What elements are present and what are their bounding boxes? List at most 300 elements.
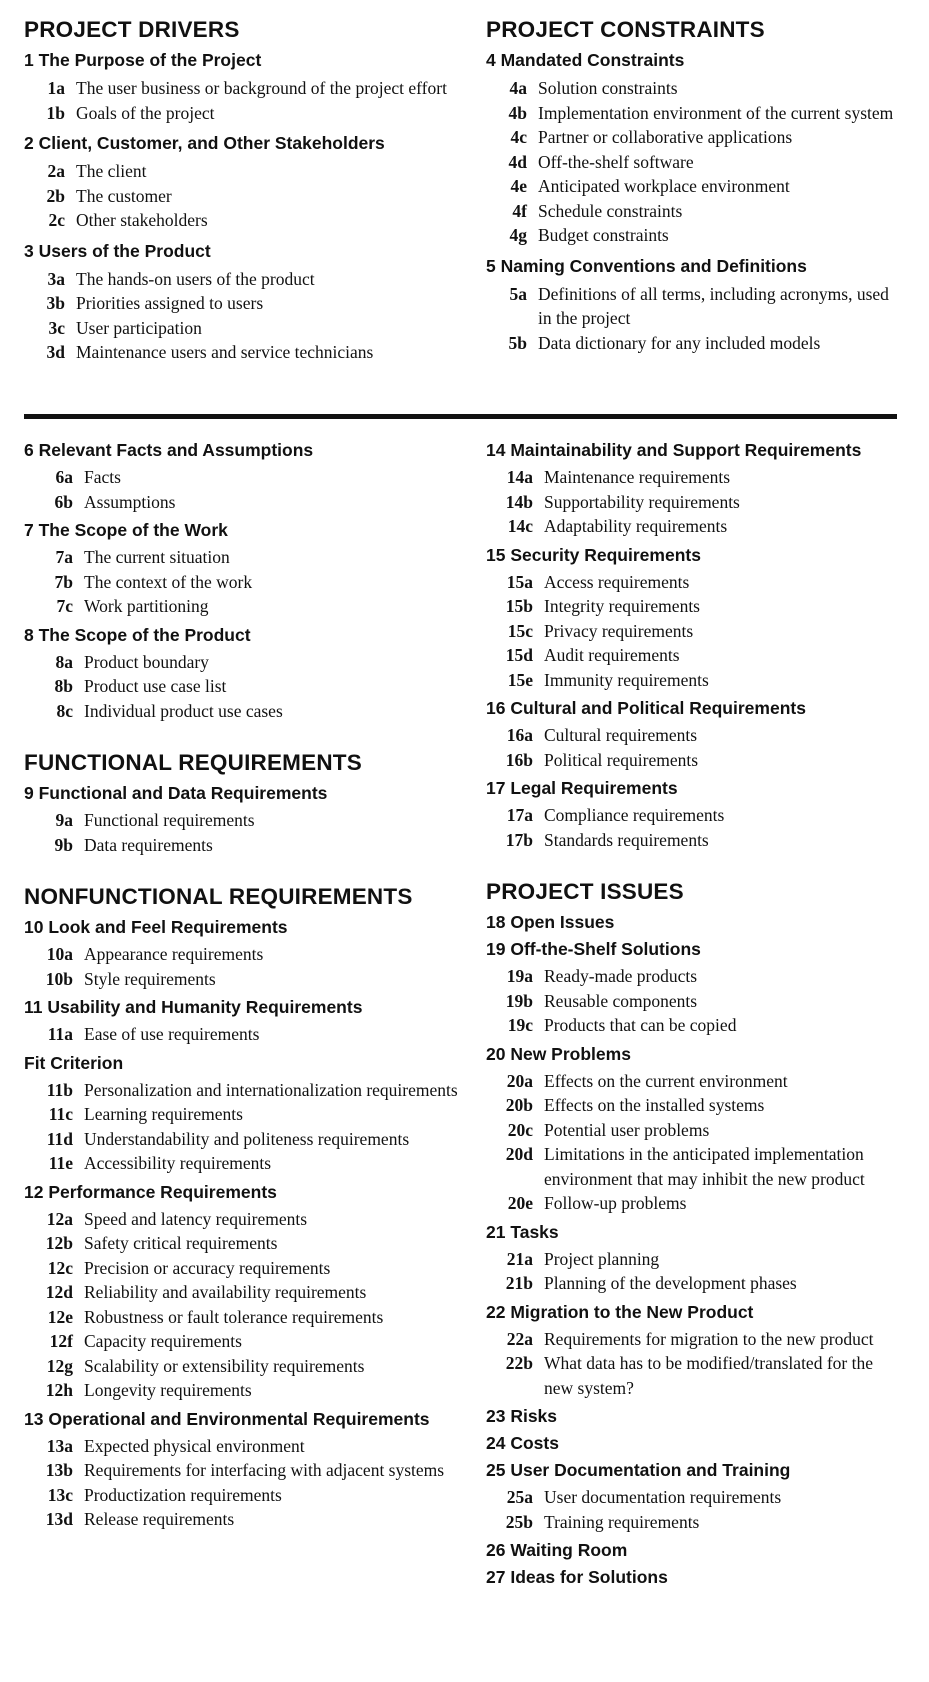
item-text: Ready-made products xyxy=(544,966,698,986)
item-number: 2b xyxy=(46,185,65,206)
item-number: 8c xyxy=(56,700,73,721)
section xyxy=(486,1222,906,1296)
item-number: 20a xyxy=(506,1070,533,1091)
list-item xyxy=(48,674,464,699)
item-text: Compliance requirements xyxy=(544,805,725,825)
section xyxy=(24,440,464,514)
item-text: Learning requirements xyxy=(84,1104,243,1124)
item-number: 16b xyxy=(505,749,533,770)
item-number: 4g xyxy=(509,225,527,245)
section xyxy=(486,778,906,852)
item-text: Data dictionary for any included models xyxy=(538,332,821,353)
item-text: Longevity requirements xyxy=(84,1380,252,1400)
section xyxy=(24,50,469,125)
list-item xyxy=(505,1093,906,1118)
list-item xyxy=(505,748,906,773)
item-text: Style requirements xyxy=(84,968,216,989)
item-number: 12d xyxy=(45,1282,73,1302)
list-item xyxy=(46,184,469,209)
item-number: 11e xyxy=(48,1153,73,1173)
list-item xyxy=(508,1013,906,1038)
item-text: Effects on the installed systems xyxy=(544,1095,765,1115)
item-text: Speed and latency requirements xyxy=(84,1208,308,1229)
section xyxy=(486,1540,906,1561)
section xyxy=(486,1302,906,1401)
item-text: Functional requirements xyxy=(84,810,255,830)
item-number: 19a xyxy=(506,966,533,986)
item-number: 12g xyxy=(46,1355,73,1376)
item-number: 6a xyxy=(55,467,73,487)
item-number: 11b xyxy=(46,1079,73,1100)
list-item xyxy=(45,1280,464,1305)
section xyxy=(486,698,906,772)
item-list xyxy=(24,650,464,724)
item-list xyxy=(24,545,464,619)
item-text: Productization requirements xyxy=(84,1484,282,1505)
item-list xyxy=(24,1207,464,1403)
item-text: Project planning xyxy=(544,1248,660,1269)
item-number: 4f xyxy=(512,200,527,221)
item-text: Access requirements xyxy=(544,571,690,592)
item-text: Capacity requirements xyxy=(84,1331,242,1351)
item-text: Effects on the current environment xyxy=(544,1070,788,1091)
section-title: Fit Criterion xyxy=(24,1052,124,1073)
item-number: 12f xyxy=(49,1331,73,1351)
section xyxy=(24,783,464,857)
list-item xyxy=(508,619,906,644)
item-number: 11c xyxy=(48,1104,73,1124)
section-title: 26 Waiting Room xyxy=(486,1540,628,1560)
list-item xyxy=(47,267,469,292)
item-number: 21a xyxy=(506,1248,533,1269)
item-number: 13c xyxy=(47,1484,73,1505)
item-text: Follow-up problems xyxy=(544,1193,687,1213)
item-list xyxy=(486,723,906,772)
item-text: The current situation xyxy=(84,547,230,567)
list-item xyxy=(48,1329,464,1354)
item-text: Reliability and availability requirements xyxy=(84,1282,367,1302)
item-text: Standards requirements xyxy=(544,829,709,850)
item-number: 3d xyxy=(46,342,65,362)
list-item xyxy=(509,76,906,101)
item-number: 7c xyxy=(56,596,73,616)
item-number: 21b xyxy=(505,1273,533,1293)
section xyxy=(24,917,464,991)
item-text: Off-the-shelf software xyxy=(538,151,694,172)
list-item xyxy=(48,833,464,858)
part-block xyxy=(24,440,464,723)
list-item xyxy=(48,465,464,490)
item-number: 8a xyxy=(55,651,73,672)
list-item xyxy=(508,668,906,693)
list-item xyxy=(508,964,906,989)
part-heading: PROJECT ISSUES xyxy=(486,879,684,904)
list-item xyxy=(505,490,906,515)
item-list xyxy=(24,267,469,365)
list-item xyxy=(508,1327,906,1352)
section-title: 10 Look and Feel Requirements xyxy=(24,917,288,937)
item-number: 13b xyxy=(45,1460,73,1480)
section-title: 24 Costs xyxy=(486,1433,559,1453)
list-item xyxy=(512,174,906,199)
section xyxy=(486,1406,906,1427)
item-number: 7b xyxy=(54,571,73,592)
item-text: Product boundary xyxy=(84,651,209,672)
item-number: 10b xyxy=(45,968,73,989)
list-item xyxy=(48,1305,464,1330)
item-number: 3c xyxy=(48,317,65,338)
list-item xyxy=(48,1022,464,1047)
list-item xyxy=(45,967,464,992)
item-text: Scalability or extensibility requirements xyxy=(84,1355,365,1376)
list-item xyxy=(48,808,464,833)
section xyxy=(24,997,464,1047)
item-number: 25b xyxy=(505,1511,533,1532)
list-item xyxy=(48,1434,464,1459)
section-title: 7 The Scope of the Work xyxy=(24,520,228,540)
item-text: Priorities assigned to users xyxy=(76,293,264,313)
list-item xyxy=(505,1351,906,1400)
item-number: 16a xyxy=(506,725,533,745)
item-text: Implementation environment of the current system xyxy=(538,102,894,123)
item-text: Anticipated workplace environment xyxy=(538,176,790,196)
section xyxy=(486,440,906,539)
item-list xyxy=(486,1485,906,1534)
section xyxy=(24,1053,464,1176)
item-text: Integrity requirements xyxy=(544,596,700,616)
item-text: What data has to be modified/translated for the new system? xyxy=(544,1353,873,1398)
item-text: The context of the work xyxy=(84,571,253,592)
section xyxy=(486,939,906,1038)
list-item xyxy=(505,594,906,619)
list-item xyxy=(48,1151,464,1176)
section xyxy=(486,256,906,356)
list-item xyxy=(48,1256,464,1281)
section xyxy=(24,1409,464,1532)
item-list xyxy=(486,570,906,693)
list-item xyxy=(508,331,906,356)
section-title: 4 Mandated Constraints xyxy=(486,50,685,70)
section-divider xyxy=(24,414,897,419)
list-item xyxy=(45,1378,464,1403)
section xyxy=(24,133,469,233)
item-number: 15b xyxy=(505,596,533,616)
part-block xyxy=(24,749,464,857)
list-item xyxy=(508,570,906,595)
list-item xyxy=(50,316,469,341)
section xyxy=(486,1044,906,1216)
item-number: 20c xyxy=(507,1119,533,1140)
item-number: 6b xyxy=(54,491,73,512)
item-number: 12a xyxy=(46,1208,73,1229)
list-item xyxy=(505,989,906,1014)
item-number: 19b xyxy=(505,990,533,1011)
item-number: 9a xyxy=(55,810,73,830)
part-heading: PROJECT CONSTRAINTS xyxy=(486,17,765,42)
item-number: 17b xyxy=(505,829,533,850)
section-title: 13 Operational and Environmental Requirements xyxy=(24,1408,430,1429)
list-item xyxy=(48,699,464,724)
list-item xyxy=(46,291,469,316)
list-item xyxy=(508,1118,906,1143)
item-list xyxy=(486,282,906,356)
section-title: 20 New Problems xyxy=(486,1043,631,1064)
item-number: 4b xyxy=(508,102,527,123)
item-number: 8b xyxy=(54,676,73,696)
list-item xyxy=(48,545,464,570)
list-item xyxy=(512,125,906,150)
section-title: 8 The Scope of the Product xyxy=(24,624,251,645)
item-text: Robustness or fault tolerance requirements xyxy=(84,1306,384,1327)
section-title: 21 Tasks xyxy=(486,1221,559,1242)
item-list xyxy=(24,465,464,514)
item-text: Potential user problems xyxy=(544,1119,710,1140)
item-number: 15d xyxy=(505,645,533,665)
item-text: The hands-on users of the product xyxy=(76,268,315,289)
item-text: Facts xyxy=(84,467,121,487)
part-heading: FUNCTIONAL REQUIREMENTS xyxy=(24,750,362,775)
part-block xyxy=(486,16,906,355)
section xyxy=(486,1460,906,1534)
item-number: 1b xyxy=(46,102,65,123)
item-text: Expected physical environment xyxy=(84,1435,305,1456)
list-item xyxy=(46,340,469,365)
item-list xyxy=(24,1022,464,1047)
section xyxy=(486,545,906,693)
section xyxy=(486,50,906,248)
item-text: Products that can be copied xyxy=(544,1015,737,1035)
item-number: 4a xyxy=(509,78,527,98)
item-text: Schedule constraints xyxy=(538,200,683,221)
item-text: Release requirements xyxy=(84,1509,235,1529)
list-item xyxy=(512,199,906,224)
section-title: 12 Performance Requirements xyxy=(24,1181,277,1202)
item-number: 20e xyxy=(507,1193,533,1213)
list-item xyxy=(50,208,469,233)
item-number: 15c xyxy=(507,620,533,641)
column-requirements-right xyxy=(486,440,906,1588)
section xyxy=(24,625,464,724)
list-item xyxy=(509,223,906,248)
column-requirements-left xyxy=(24,440,464,1532)
item-text: Supportability requirements xyxy=(544,491,740,512)
list-item xyxy=(48,1207,464,1232)
list-item xyxy=(508,803,906,828)
item-text: Ease of use requirements xyxy=(84,1024,260,1044)
list-item xyxy=(508,101,906,126)
list-item xyxy=(505,1271,906,1296)
section-title: 5 Naming Conventions and Definitions xyxy=(486,255,807,276)
section xyxy=(486,1433,906,1454)
section xyxy=(486,912,906,933)
item-number: 1a xyxy=(47,78,65,98)
item-number: 22b xyxy=(505,1353,533,1373)
item-list xyxy=(24,159,469,233)
item-number: 15e xyxy=(507,669,533,690)
item-text: Reusable components xyxy=(544,990,698,1011)
item-text: Precision or accuracy requirements xyxy=(84,1257,331,1278)
item-number: 12c xyxy=(47,1257,73,1278)
item-list xyxy=(24,1078,464,1176)
part-block xyxy=(24,16,469,365)
part-heading: NONFUNCTIONAL REQUIREMENTS xyxy=(24,884,413,909)
item-text: Audit requirements xyxy=(544,645,680,665)
section-title: 14 Maintainability and Support Requirements xyxy=(486,440,862,460)
part-heading: PROJECT DRIVERS xyxy=(24,17,240,42)
item-text: Privacy requirements xyxy=(544,620,694,641)
column-project-drivers xyxy=(24,16,469,365)
item-list xyxy=(486,1327,906,1401)
item-text: Understandability and politeness requirements xyxy=(84,1128,410,1149)
section-title: 23 Risks xyxy=(486,1406,558,1426)
item-text: Adaptability requirements xyxy=(544,516,728,536)
item-number: 20d xyxy=(505,1144,533,1164)
item-list xyxy=(24,1434,464,1532)
item-text: Planning of the development phases xyxy=(544,1273,797,1293)
list-item xyxy=(48,1078,464,1103)
item-text: Personalization and internationalization requirements xyxy=(84,1079,458,1100)
item-text: Training requirements xyxy=(544,1511,700,1532)
list-item xyxy=(48,570,464,595)
item-number: 12b xyxy=(45,1233,73,1253)
item-number: 7a xyxy=(55,547,73,567)
section-title: 15 Security Requirements xyxy=(486,544,701,565)
item-number: 14c xyxy=(507,516,533,536)
item-number: 3b xyxy=(46,293,65,313)
item-text: User documentation requirements xyxy=(544,1487,782,1507)
item-number: 11a xyxy=(47,1024,73,1044)
item-number: 11d xyxy=(46,1128,73,1149)
section xyxy=(24,241,469,365)
item-text: Budget constraints xyxy=(538,225,669,245)
section-title: 17 Legal Requirements xyxy=(486,778,678,798)
item-list xyxy=(24,808,464,857)
item-number: 10a xyxy=(46,944,73,964)
list-item xyxy=(508,150,906,175)
item-list xyxy=(486,1247,906,1296)
list-item xyxy=(48,942,464,967)
section-title: 9 Functional and Data Requirements xyxy=(24,783,328,803)
list-item xyxy=(508,1485,906,1510)
section-title: 27 Ideas for Solutions xyxy=(486,1567,668,1587)
item-number: 2c xyxy=(48,210,65,230)
list-item xyxy=(48,490,464,515)
item-number: 13a xyxy=(46,1435,73,1456)
item-number: 5a xyxy=(509,283,527,304)
item-text: Partner or collaborative applications xyxy=(538,127,793,147)
item-number: 2a xyxy=(47,161,65,181)
list-item xyxy=(48,1127,464,1152)
section-title: 3 Users of the Product xyxy=(24,240,211,261)
list-item xyxy=(508,1069,906,1094)
list-item xyxy=(505,1142,906,1191)
item-text: Limitations in the anticipated implementation environment that may inhibit the new product xyxy=(544,1144,865,1189)
item-text: Requirements for migration to the new product xyxy=(544,1328,874,1349)
list-item xyxy=(45,1507,464,1532)
item-list xyxy=(486,1069,906,1216)
list-item xyxy=(505,1510,906,1535)
column-project-constraints xyxy=(486,16,906,355)
item-text: Work partitioning xyxy=(84,596,209,616)
list-item xyxy=(505,828,906,853)
item-text: The customer xyxy=(76,185,172,206)
section-title: 2 Client, Customer, and Other Stakeholders xyxy=(24,133,385,153)
item-number: 25a xyxy=(506,1487,533,1507)
list-item xyxy=(48,1102,464,1127)
item-text: Individual product use cases xyxy=(84,700,283,721)
item-text: User participation xyxy=(76,317,202,338)
item-text: Data requirements xyxy=(84,834,213,855)
section-title: 19 Off-the-Shelf Solutions xyxy=(486,939,701,959)
item-text: Product use case list xyxy=(84,676,227,696)
item-text: Political requirements xyxy=(544,749,699,770)
list-item xyxy=(48,650,464,675)
part-block xyxy=(486,440,906,852)
section-title: 22 Migration to the New Product xyxy=(486,1301,754,1322)
item-text: Accessibility requirements xyxy=(84,1153,272,1173)
item-number: 22a xyxy=(506,1328,533,1349)
list-item xyxy=(46,101,469,126)
item-number: 15a xyxy=(506,571,533,592)
section xyxy=(24,1182,464,1403)
list-item xyxy=(48,594,464,619)
list-item xyxy=(47,159,469,184)
item-text: Goals of the project xyxy=(76,102,215,123)
list-item xyxy=(505,643,906,668)
item-number: 19c xyxy=(507,1015,533,1035)
item-text: The user business or background of the project effort xyxy=(76,78,447,98)
item-text: Assumptions xyxy=(84,491,176,512)
section-title: 6 Relevant Facts and Assumptions xyxy=(24,440,314,460)
list-item xyxy=(508,723,906,748)
section-title: 25 User Documentation and Training xyxy=(486,1460,791,1480)
item-number: 4c xyxy=(510,127,527,147)
section-title: 11 Usability and Humanity Requirements xyxy=(24,997,363,1017)
item-number: 5b xyxy=(508,332,527,353)
item-number: 12e xyxy=(47,1306,73,1327)
item-text: Safety critical requirements xyxy=(84,1233,278,1253)
item-number: 14a xyxy=(506,467,533,487)
item-text: Maintenance users and service technicians xyxy=(76,342,374,362)
item-list xyxy=(486,964,906,1038)
section xyxy=(486,1567,906,1588)
part-block xyxy=(24,883,464,1532)
item-list xyxy=(486,465,906,539)
item-number: 4e xyxy=(510,176,527,196)
item-number: 17a xyxy=(506,805,533,825)
list-item xyxy=(508,1191,906,1216)
item-list xyxy=(24,76,469,125)
list-item xyxy=(48,1483,464,1508)
list-item xyxy=(508,1247,906,1272)
item-text: Solution constraints xyxy=(538,78,678,98)
list-item xyxy=(45,1458,464,1483)
list-item xyxy=(508,465,906,490)
item-number: 13d xyxy=(45,1509,73,1529)
item-number: 4d xyxy=(508,151,527,172)
item-text: Immunity requirements xyxy=(544,669,709,690)
item-number: 9b xyxy=(54,834,73,855)
item-text: Appearance requirements xyxy=(84,944,264,964)
section-title: 1 The Purpose of the Project xyxy=(24,50,262,70)
section-title: 16 Cultural and Political Requirements xyxy=(486,698,806,718)
item-number: 12h xyxy=(45,1380,73,1400)
section xyxy=(24,520,464,619)
part-block xyxy=(486,878,906,1588)
item-number: 14b xyxy=(505,491,533,512)
item-number: 20b xyxy=(505,1095,533,1115)
list-item xyxy=(508,514,906,539)
